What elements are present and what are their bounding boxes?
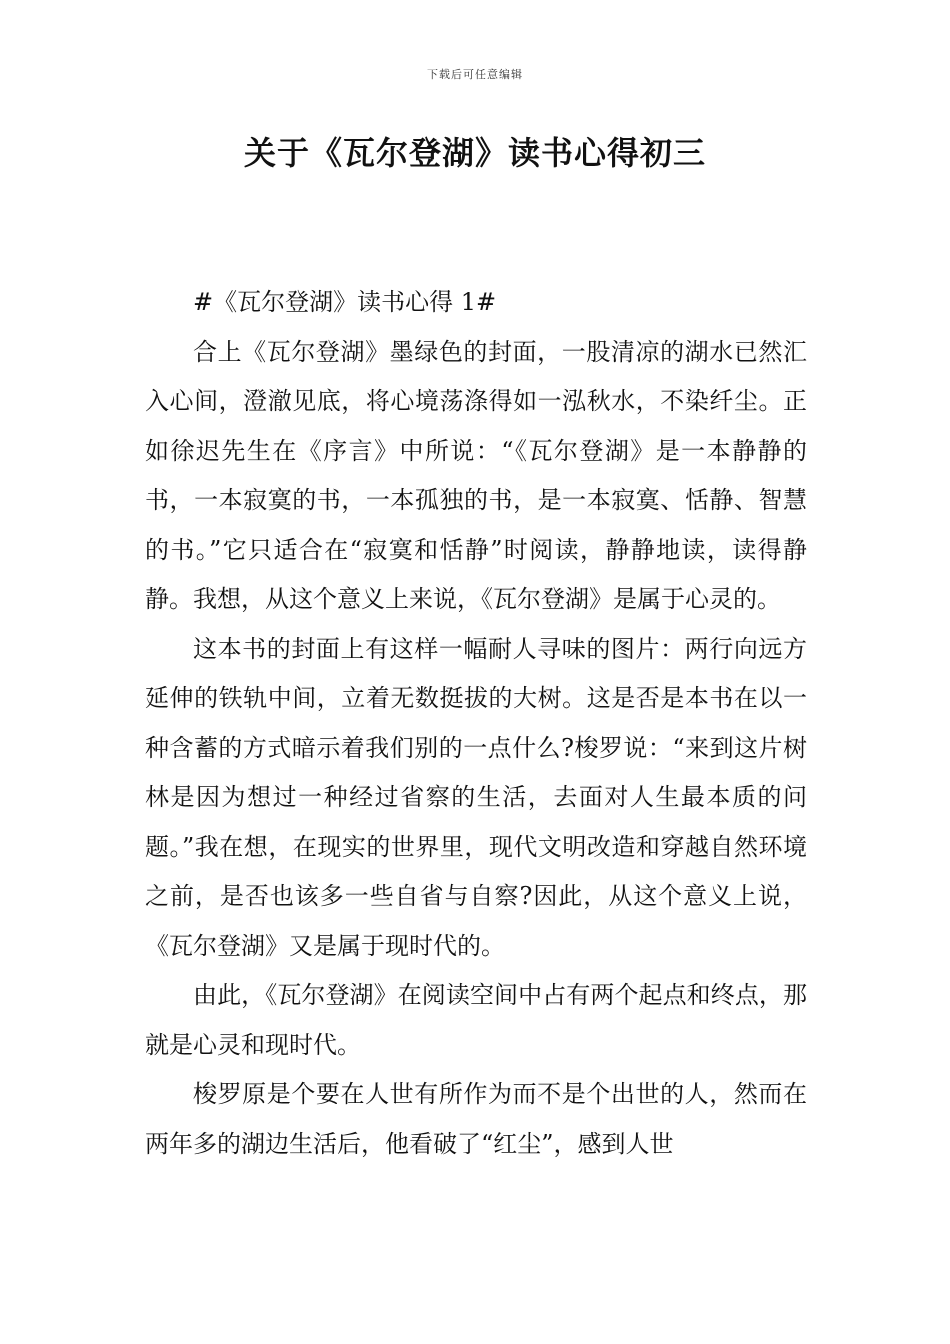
document-body <box>145 278 807 1169</box>
section-heading: #《瓦尔登湖》读书心得 1# <box>193 288 497 316</box>
paragraph: 由此，《瓦尔登湖》在阅读空间中占有两个起点和终点，那就是心灵和现时代。 <box>145 981 807 1059</box>
paragraph: 合上《瓦尔登湖》墨绿色的封面，一股清凉的湖水已然汇入心间，澄澈见底，将心境荡涤得如一泓秋水，不染纤尘。正如徐迟先生在《序言》中所说：“《瓦尔登湖》是一本静静的书，一本寂寞的书，一本孤独的书，是一本寂寞、恬静、智慧的书。”它只适合在“寂寞和恬静”时阅读，静静地读，读得静静。我想，从这个意义上来说，《瓦尔登湖》是属于心灵的。 <box>145 337 807 613</box>
header-note: 下载后可任意编辑 <box>427 68 523 81</box>
document-title: 关于《瓦尔登湖》读书心得初三 <box>243 134 706 172</box>
paragraph: 这本书的封面上有这样一幅耐人寻味的图片：两行向远方延伸的铁轨中间，立着无数挺拔的大树。这是否是本书在以一种含蓄的方式暗示着我们别的一点什么?梭罗说：“来到这片树林是因为想过一种经过省察的生活，去面对人生最本质的问题。”我在想，在现实的世界里，现代文明改造和穿越自然环境之前，是否也该多一些自省与自察?因此，从这个意义上说，《瓦尔登湖》又是属于现时代的。 <box>145 634 807 960</box>
paragraph: 梭罗原是个要在人世有所作为而不是个出世的人，然而在两年多的湖边生活后，他看破了“红尘”，感到人世 <box>145 1080 807 1158</box>
